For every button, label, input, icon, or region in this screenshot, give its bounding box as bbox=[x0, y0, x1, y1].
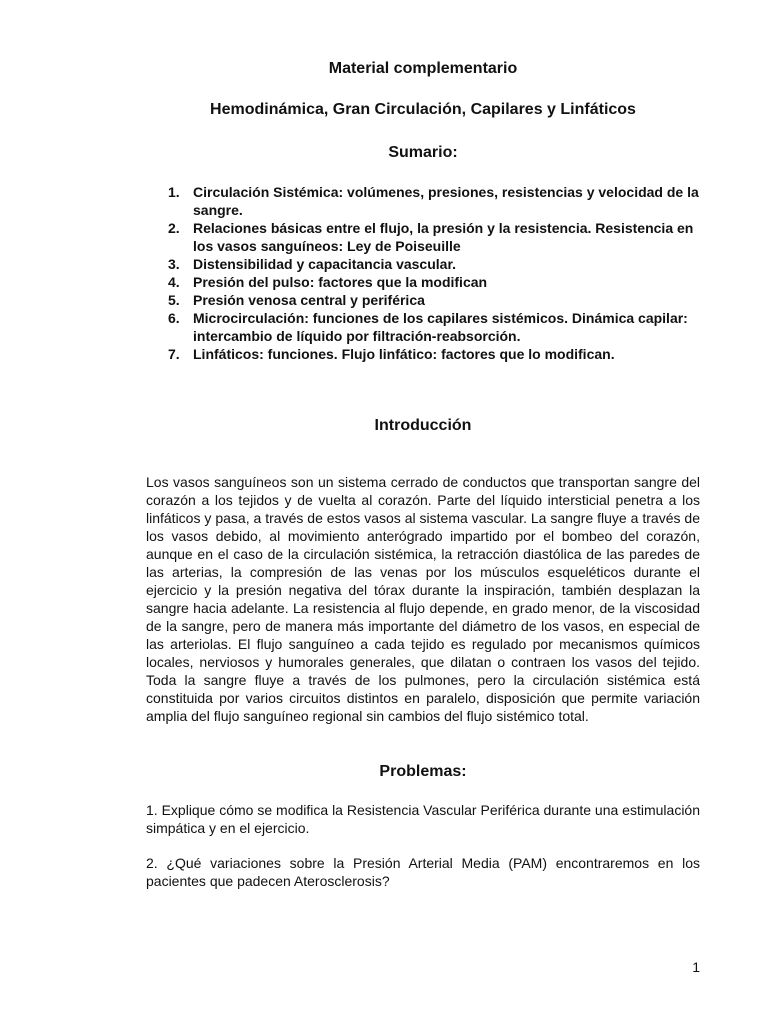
document-title: Material complementario bbox=[328, 60, 518, 77]
sumario-item-text: Presión del pulso: factores que la modifican bbox=[193, 274, 488, 290]
sumario-item-text: Distensibilidad y capacitancia vascular. bbox=[193, 256, 457, 272]
sumario-item bbox=[146, 309, 706, 345]
sumario-item bbox=[146, 183, 706, 219]
sumario-item-text: Relaciones básicas entre el flujo, la presión y la resistencia. Resistencia en los vasos sanguíneos: Ley de Poiseuille bbox=[193, 220, 694, 254]
sumario-item-number: 7. bbox=[168, 346, 180, 362]
sumario-item-text: Presión venosa central y periférica bbox=[193, 292, 425, 308]
sumario-item-text: Linfáticos: funciones. Flujo linfático: factores que lo modifican. bbox=[193, 346, 615, 362]
problemas-heading: Problemas: bbox=[379, 763, 467, 780]
sumario-item-number: 5. bbox=[168, 292, 180, 308]
sumario-item bbox=[146, 219, 706, 255]
intro-heading: Introducción bbox=[374, 417, 472, 434]
sumario-item bbox=[146, 273, 706, 291]
intro-paragraph: Los vasos sanguíneos son un sistema cerrado de conductos que transportan sangre del corazón a los tejidos y de vuelta al corazón. Parte del líquido intersticial penetra a los linfáticos y pasa, a través de estos vasos al sistema vascular. La sangre fluye a través de los vasos debido, al movimiento anterógrado impartido por el bombeo del corazón, aunque en el caso de la circulación sistémica, la retracción diastólica de las paredes de las arterias, la compresión de las venas por los músculos esqueléticos durante el ejercicio y la presión negativa del tórax durante la inspiración, también desplazan la sangre hacia adelante. La resistencia al flujo depende, en grado menor, de la viscosidad de la sangre, pero de manera más importante del diámetro de los vasos, en especial de las arteriolas. El flujo sanguíneo a cada tejido es regulado por mecanismos químicos locales, nerviosos y humorales generales, que dilatan o contraen los vasos del tejido. Toda la sangre fluye a través de los pulmones, pero la circulación sistémica está constituida por varios circuitos distintos en paralelo, disposición que permite variación amplia del flujo sanguíneo regional sin cambios del flujo sistémico total. bbox=[146, 474, 700, 724]
problem-item: 1. Explique cómo se modifica la Resistencia Vascular Periférica durante una estimulación simpática y en el ejercicio. bbox=[146, 802, 700, 836]
problem-item: 2. ¿Qué variaciones sobre la Presión Arterial Media (PAM) encontraremos en los pacientes que padecen Aterosclerosis? bbox=[146, 855, 700, 889]
document-subtitle: Hemodinámica, Gran Circulación, Capilares y Linfáticos bbox=[210, 101, 636, 118]
sumario-item-number: 2. bbox=[168, 220, 180, 236]
sumario-item-number: 3. bbox=[168, 256, 180, 272]
sumario-item-number: 1. bbox=[168, 184, 180, 200]
sumario-item-number: 6. bbox=[168, 310, 180, 326]
sumario-item bbox=[146, 291, 706, 309]
sumario-item bbox=[146, 345, 706, 363]
sumario-item-text: Microcirculación: funciones de los capilares sistémicos. Dinámica capilar: intercambio de líquido por filtración-reabsorción. bbox=[193, 310, 688, 344]
sumario-item bbox=[146, 255, 706, 273]
sumario-item-number: 4. bbox=[168, 274, 180, 290]
sumario-heading: Sumario: bbox=[388, 144, 458, 161]
sumario-list bbox=[146, 183, 706, 363]
sumario-item-text: Circulación Sistémica: volúmenes, presiones, resistencias y velocidad de la sangre. bbox=[193, 184, 699, 218]
page-number: 1 bbox=[692, 959, 700, 975]
